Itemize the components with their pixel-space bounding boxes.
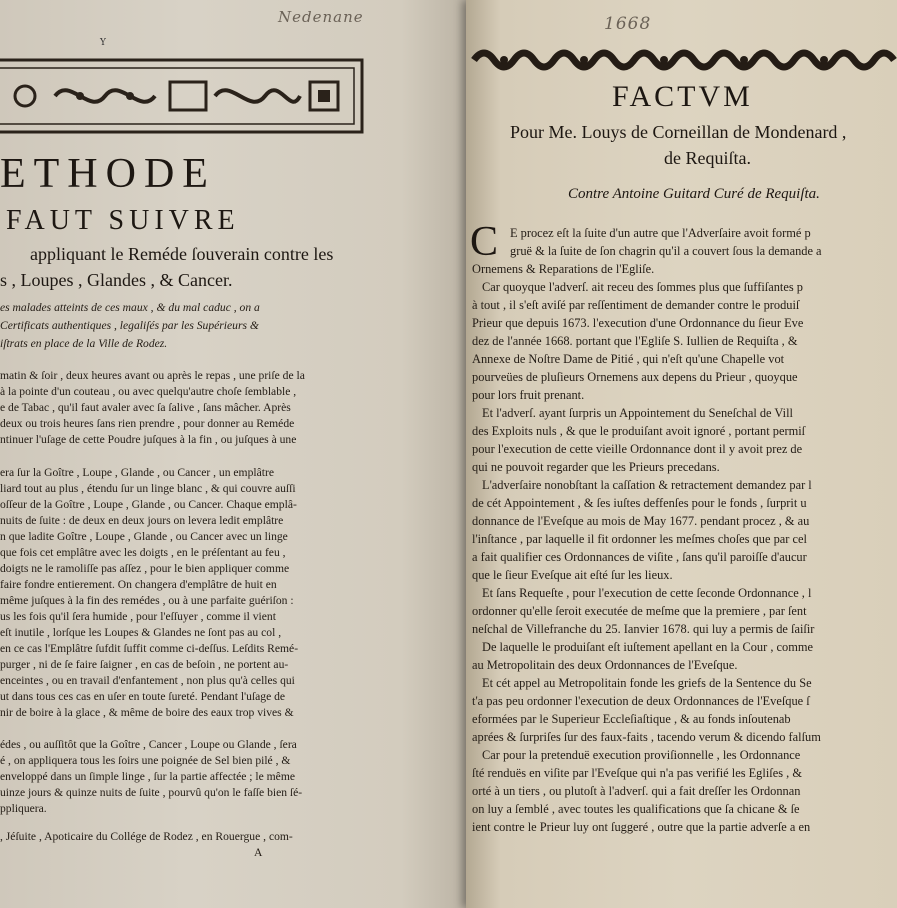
text-line: enceintes , ou en travail d'enfantement , non plus qu'à celles qui bbox=[0, 674, 295, 687]
subtitle-line-1: appliquant le Reméde ſouverain contre les bbox=[30, 244, 334, 264]
handwritten-note: Nedenane bbox=[278, 8, 364, 26]
heading-line-1: Pour Me. Louys de Corneillan de Mondenard , bbox=[510, 122, 847, 142]
text-line: ut dans tous ces cas en uſer en toute ſureté. Pendant l'uſage de bbox=[0, 690, 286, 703]
text-line: ient contre le Prieur luy ont ſuggeré , outre que la partie adverſe a en bbox=[472, 820, 811, 834]
text-line: enveloppé dans un ſimple linge , ſur la partie affectée ; le même bbox=[0, 770, 295, 783]
signature-a: A bbox=[254, 846, 263, 859]
text-line: que le ſieur Eveſque ait eſté ſur les lieux. bbox=[472, 568, 673, 582]
drop-cap: C bbox=[470, 219, 499, 265]
heading-line-2: de Requiſta. bbox=[664, 148, 751, 168]
text-line: E procez eſt la ſuite d'un autre que l'Adverſaire avoit formé p bbox=[510, 226, 811, 240]
text-line: nuits de ſuite : de deux en deux jours on levera ledit emplâtre bbox=[0, 514, 284, 527]
text-line: nir de boire à la glace , & même de boire des eaux trop vives & bbox=[0, 706, 294, 719]
text-line: de cét Appointement , & ſes iuſtes deffenſes pour le fonds , ſurprit u bbox=[472, 496, 807, 510]
text-line: neſchal de Villefranche du 25. Ianvier 1678. qui luy a permis de ſaiſir bbox=[472, 622, 815, 636]
text-line: Et cét appel au Metropolitain fonde les griefs de la Sentence du Se bbox=[482, 676, 812, 690]
italic-line: es malades atteints de ces maux , & du mal caduc , on a bbox=[0, 301, 260, 314]
ornament-dot bbox=[820, 56, 828, 64]
text-line: ppliquera. bbox=[0, 802, 47, 815]
text-line: Et ſans Requeſte , pour l'execution de cette ſeconde Ordonnance , l bbox=[482, 586, 812, 600]
ornament-dot bbox=[660, 56, 668, 64]
banner-frame-inner bbox=[0, 68, 354, 124]
text-line: orté à un tiers , ou plutoſt à l'adverſ. qui a fait dreſſer les Ordonnan bbox=[472, 784, 801, 798]
text-line: pour lors fruit prenant. bbox=[472, 388, 585, 402]
text-line: a fait qualifier ces Ordonnances de viſite , ſans qu'il paroiſſe d'aucur bbox=[472, 550, 807, 564]
text-line: deux ou trois heures ſans rien prendre , pour donner au Reméde bbox=[0, 417, 295, 430]
text-line: Car quoyque l'adverſ. ait receu des ſommes plus que ſuffiſantes p bbox=[482, 280, 803, 294]
handwritten-year: 1668 bbox=[604, 14, 652, 34]
method-title: ETHODE bbox=[0, 151, 216, 197]
banner-ornaments bbox=[15, 82, 338, 110]
against-line: Contre Antoine Guitard Curé de Requiſta. bbox=[568, 186, 820, 202]
text-line: ntinuer l'uſage de cette Poudre juſques à la fin , ou juſques à une bbox=[0, 433, 297, 446]
text-line: à tout , il s'eſt aviſé par reſſentiment de demander contre le produiſ bbox=[472, 298, 800, 312]
text-line: aprées & ſurpriſes ſur des faux-faits , tacendo verum & dicendo falſum bbox=[472, 730, 821, 744]
text-line: Annexe de Noſtre Dame de Pitié , qui n'eſt qu'une Chapelle vot bbox=[472, 352, 785, 366]
text-line: faire fondre entierement. On changera d'emplâtre de huit en bbox=[0, 578, 277, 591]
text-line: ordonner qu'elle ſeroit executée de meſme que la premiere , par ſent bbox=[472, 604, 807, 618]
italic-line: Certificats authentiques , legaliſés par les Supérieurs & bbox=[0, 319, 259, 332]
text-line: e de Tabac , qu'il faut avaler avec ſa ſalive , ſans mâcher. Après bbox=[0, 401, 291, 414]
text-line: doigts ne le ramoliſſe pas aſſez , pour le bien appliquer comme bbox=[0, 562, 290, 575]
text-line: é , on appliquera tous les ſoirs une poignée de Sel bien pilé , & bbox=[0, 754, 291, 767]
ornament-dot bbox=[740, 56, 748, 64]
text-line: gruë & la ſuite de ſon chagrin qu'il a couvert ſous la demande a bbox=[510, 244, 822, 258]
text-line: l'inſtance , par laquelle il fit ordonner les meſmes choſes que par cel bbox=[472, 532, 807, 546]
text-line: L'adverſaire nonobſtant la caſſation & retractement demandez par l bbox=[482, 478, 812, 492]
text-line: De laquelle le produiſant eſt iuſtement apellant en la Cour , comme bbox=[482, 640, 813, 654]
text-line: n que ladite Goître , Loupe , Glande , ou Cancer avec un linge bbox=[0, 530, 288, 543]
text-line: pour l'execution de cette vieille Ordonnance dont il y avoit prez de bbox=[472, 442, 803, 456]
text-line: eformées par le Superieur Eccleſiaſtique , & au fonds inſoutenab bbox=[472, 712, 791, 726]
ornament-dot bbox=[500, 56, 508, 64]
ornament-band bbox=[470, 42, 897, 78]
footer-line: , Jéſuite , Apoticaire du Collége de Rodez , en Rouergue , com- bbox=[0, 830, 293, 843]
text-line: liard tout au plus , étendu ſur un linge blanc , & qui couvre auſſi bbox=[0, 482, 296, 495]
factum-title: FACTVM bbox=[612, 80, 753, 113]
text-line: Car pour la pretenduë execution proviſionnelle , les Ordonnance bbox=[482, 748, 801, 762]
text-line: matin & ſoir , deux heures avant ou après le repas , une priſe de la bbox=[0, 369, 305, 382]
text-line: Prieur que depuis 1673. l'execution d'une Ordonnance du ſieur Eve bbox=[472, 316, 804, 330]
text-line: ſté renduës en viſite par l'Eveſque qui n'a pas verifié les Egliſes , & bbox=[472, 766, 802, 780]
text-line: à la pointe d'un couteau , ou avec quelqu'autre choſe ſemblable , bbox=[0, 385, 297, 398]
text-line: us les fois qu'il ſera humide , pour l'eſſuyer , comme il vient bbox=[0, 610, 276, 623]
text-line: Ornemens & Reparations de l'Egliſe. bbox=[472, 262, 655, 276]
text-line: oſſeur de la Goître , Loupe , Glande , ou Cancer. Chaque emplâ- bbox=[0, 498, 297, 511]
text-line: au Metropolitain des deux Ordonnances de l'Eveſque. bbox=[472, 658, 738, 672]
signature-mark: Y bbox=[100, 38, 106, 48]
text-line: dez de l'année 1668. portant que l'Egliſe S. Iullien de Requiſta , & bbox=[472, 334, 798, 348]
text-line: des Exploits nuls , & que le produiſant avoit ignoré , portant permiſ bbox=[472, 424, 806, 438]
text-line: eſt inutile , lorſque les Loupes & Glandes ne ſont pas au col , bbox=[0, 626, 282, 639]
text-line: donnance de l'Eveſque au mois de May 1677. pendant procez , & au bbox=[472, 514, 810, 528]
text-line: t'a pas peu ordonner l'execution de deux Ordonnances de l'Eveſque ſ bbox=[472, 694, 810, 708]
text-line: purger , ni de ſe faire ſaigner , en cas de beſoin , ne portent au- bbox=[0, 658, 289, 671]
italic-line: iſtrats en place de la Ville de Rodez. bbox=[0, 337, 168, 350]
text-line: édes , ou auſſitôt que la Goître , Cancer , Loupe ou Glande , ſera bbox=[0, 738, 297, 751]
method-subtitle: FAUT SUIVRE bbox=[6, 205, 240, 236]
right-page bbox=[466, 0, 897, 908]
ornament-wave bbox=[474, 53, 894, 67]
text-line: que fois cet emplâtre avec les doigts , en le préſentant au feu , bbox=[0, 546, 286, 559]
ornamental-banner bbox=[0, 56, 390, 142]
text-line: Et l'adverſ. ayant ſurpris un Appointement du Seneſchal de Vill bbox=[482, 406, 793, 420]
text-line: on luy a ſemblé , avec toutes les qualifications que ſa chicane & ſe bbox=[472, 802, 800, 816]
ornament-dot bbox=[580, 56, 588, 64]
text-line: en ce cas l'Emplâtre ſufdit ſuffit comme ci-deſſus. Leſdits Remé- bbox=[0, 642, 299, 655]
text-line: era ſur la Goître , Loupe , Glande , ou Cancer , un emplâtre bbox=[0, 466, 274, 479]
banner-frame-outer bbox=[0, 60, 362, 132]
text-line: même juſques à la fin des remédes , ou à une parfaite guériſon : bbox=[0, 594, 294, 607]
subtitle-line-2: s , Loupes , Glandes , & Cancer. bbox=[0, 270, 233, 290]
text-line: qui ne pouvoit regarder que les Prieurs precedans. bbox=[472, 460, 720, 474]
text-line: pourveües de pluſieurs Ornemens aux depens du Prieur , quoyque bbox=[472, 370, 798, 384]
text-line: uinze jours & quinze nuits de ſuite , pourvû qu'on le faſſe bien ſé- bbox=[0, 786, 303, 799]
